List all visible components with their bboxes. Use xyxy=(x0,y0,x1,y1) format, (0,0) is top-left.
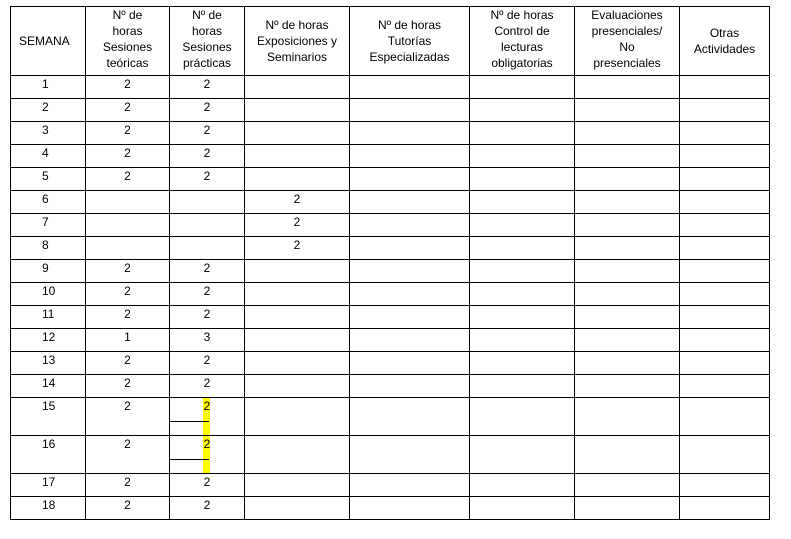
cell-tutorias xyxy=(350,145,470,168)
cell-split-line xyxy=(170,421,209,422)
cell-tutorias xyxy=(350,237,470,260)
header-line: horas xyxy=(112,24,143,38)
cell-practicas: 2 xyxy=(170,497,245,520)
cell-teoricas: 2 xyxy=(86,122,170,145)
header-line: lecturas xyxy=(500,40,544,54)
cell-control-lecturas xyxy=(470,145,575,168)
cell-semana: 17 xyxy=(11,474,86,497)
header-row xyxy=(11,7,770,76)
cell-evaluaciones xyxy=(575,260,680,283)
cell-control-lecturas xyxy=(470,237,575,260)
cell-otras xyxy=(680,398,770,436)
cell-otras xyxy=(680,145,770,168)
cell-evaluaciones xyxy=(575,497,680,520)
cell-evaluaciones xyxy=(575,375,680,398)
cell-semana: 10 xyxy=(11,283,86,306)
cell-semana: 13 xyxy=(11,352,86,375)
header-line: obligatorias xyxy=(491,56,553,70)
cell-exposiciones xyxy=(245,283,350,306)
cell-tutorias xyxy=(350,474,470,497)
cell-evaluaciones xyxy=(575,191,680,214)
header-sesiones-teoricas xyxy=(86,7,170,76)
cell-practicas: 2 xyxy=(170,375,245,398)
cell-tutorias xyxy=(350,191,470,214)
cell-tutorias xyxy=(350,168,470,191)
cell-evaluaciones xyxy=(575,283,680,306)
table-row xyxy=(11,375,770,398)
cell-exposiciones xyxy=(245,145,350,168)
cell-practicas xyxy=(170,191,245,214)
cell-teoricas: 2 xyxy=(86,99,170,122)
cell-control-lecturas xyxy=(470,260,575,283)
cell-otras xyxy=(680,260,770,283)
cell-semana: 3 xyxy=(11,122,86,145)
cell-tutorias xyxy=(350,352,470,375)
cell-practicas: 2 xyxy=(170,122,245,145)
cell-practicas: 2 xyxy=(170,260,245,283)
header-tutorias-especializadas xyxy=(350,7,470,76)
cell-semana: 6 xyxy=(11,191,86,214)
cell-otras xyxy=(680,122,770,145)
header-line: presenciales xyxy=(593,56,661,70)
cell-otras xyxy=(680,99,770,122)
cell-practicas: 2 xyxy=(170,99,245,122)
header-line: Evaluaciones xyxy=(591,8,663,22)
cell-practicas: 2 xyxy=(170,306,245,329)
header-control-lecturas xyxy=(470,7,575,76)
header-line: presenciales/ xyxy=(591,24,663,38)
cell-practicas: 2 xyxy=(170,352,245,375)
cell-exposiciones xyxy=(245,99,350,122)
cell-tutorias xyxy=(350,214,470,237)
header-line: Exposiciones y xyxy=(256,34,338,48)
cell-evaluaciones xyxy=(575,122,680,145)
header-line: Nº de horas xyxy=(377,18,442,32)
table-row xyxy=(11,436,770,474)
header-line: No xyxy=(619,40,635,54)
header-line: SEMANA xyxy=(19,34,70,48)
cell-practicas: 2 xyxy=(170,168,245,191)
cell-exposiciones xyxy=(245,168,350,191)
header-line: horas xyxy=(191,24,223,38)
cell-teoricas xyxy=(86,237,170,260)
header-line: Especializadas xyxy=(369,50,450,64)
cell-exposiciones xyxy=(245,352,350,375)
cell-otras xyxy=(680,352,770,375)
cell-tutorias xyxy=(350,260,470,283)
cell-semana: 9 xyxy=(11,260,86,283)
cell-control-lecturas xyxy=(470,76,575,99)
cell-teoricas: 2 xyxy=(86,168,170,191)
cell-practicas: 2 xyxy=(170,283,245,306)
cell-evaluaciones xyxy=(575,168,680,191)
cell-practicas: 2 xyxy=(170,474,245,497)
cell-exposiciones xyxy=(245,436,350,474)
header-line: Tutorías xyxy=(387,34,432,48)
cell-semana: 11 xyxy=(11,306,86,329)
cell-otras xyxy=(680,306,770,329)
cell-teoricas xyxy=(86,214,170,237)
cell-otras xyxy=(680,474,770,497)
cell-otras xyxy=(680,497,770,520)
cell-control-lecturas xyxy=(470,191,575,214)
cell-control-lecturas xyxy=(470,214,575,237)
cell-exposiciones xyxy=(245,474,350,497)
header-line: Nº de xyxy=(192,8,222,22)
cell-exposiciones xyxy=(245,375,350,398)
cell-control-lecturas xyxy=(470,398,575,436)
cell-semana: 12 xyxy=(11,329,86,352)
cell-tutorias xyxy=(350,122,470,145)
header-otras-actividades xyxy=(680,7,770,76)
cell-practicas: 2 xyxy=(170,145,245,168)
cell-teoricas: 2 xyxy=(86,474,170,497)
table-row xyxy=(11,76,770,99)
cell-practicas xyxy=(170,237,245,260)
cell-exposiciones xyxy=(245,398,350,436)
cell-otras xyxy=(680,329,770,352)
cell-control-lecturas xyxy=(470,99,575,122)
cell-teoricas: 2 xyxy=(86,352,170,375)
cell-teoricas: 2 xyxy=(86,306,170,329)
cell-control-lecturas xyxy=(470,122,575,145)
table-row xyxy=(11,191,770,214)
cell-otras xyxy=(680,168,770,191)
cell-otras xyxy=(680,375,770,398)
table-row xyxy=(11,306,770,329)
cell-semana: 18 xyxy=(11,497,86,520)
table-row xyxy=(11,283,770,306)
cell-semana: 2 xyxy=(11,99,86,122)
cell-evaluaciones xyxy=(575,436,680,474)
cell-tutorias xyxy=(350,436,470,474)
cell-control-lecturas xyxy=(470,329,575,352)
cell-exposiciones xyxy=(245,329,350,352)
cell-teoricas: 2 xyxy=(86,375,170,398)
header-line: Nº de horas xyxy=(265,18,329,32)
cell-control-lecturas xyxy=(470,497,575,520)
cell-semana: 4 xyxy=(11,145,86,168)
table-body xyxy=(11,76,770,520)
cell-practicas xyxy=(170,436,245,474)
weekly-hours-table xyxy=(10,6,770,520)
cell-evaluaciones xyxy=(575,145,680,168)
cell-evaluaciones xyxy=(575,329,680,352)
cell-teoricas: 2 xyxy=(86,260,170,283)
header-evaluaciones xyxy=(575,7,680,76)
cell-exposiciones: 2 xyxy=(245,214,350,237)
cell-evaluaciones xyxy=(575,237,680,260)
cell-control-lecturas xyxy=(470,283,575,306)
cell-control-lecturas xyxy=(470,474,575,497)
cell-teoricas: 2 xyxy=(86,145,170,168)
cell-control-lecturas xyxy=(470,306,575,329)
cell-teoricas: 2 xyxy=(86,436,170,474)
cell-semana: 16 xyxy=(11,436,86,474)
cell-otras xyxy=(680,283,770,306)
cell-control-lecturas xyxy=(470,375,575,398)
header-line: Control de xyxy=(494,24,550,38)
cell-value: 2 xyxy=(203,399,211,413)
cell-practicas xyxy=(170,398,245,436)
header-line: Actividades xyxy=(693,42,756,56)
cell-evaluaciones xyxy=(575,306,680,329)
cell-exposiciones: 2 xyxy=(245,237,350,260)
cell-exposiciones xyxy=(245,306,350,329)
cell-teoricas: 2 xyxy=(86,283,170,306)
table-row xyxy=(11,237,770,260)
cell-evaluaciones xyxy=(575,352,680,375)
table-row xyxy=(11,214,770,237)
table-row xyxy=(11,497,770,520)
cell-otras xyxy=(680,214,770,237)
header-sesiones-practicas xyxy=(170,7,245,76)
cell-control-lecturas xyxy=(470,436,575,474)
header-exposiciones-seminarios xyxy=(245,7,350,76)
cell-control-lecturas xyxy=(470,352,575,375)
cell-exposiciones xyxy=(245,122,350,145)
cell-evaluaciones xyxy=(575,398,680,436)
table-row xyxy=(11,260,770,283)
cell-tutorias xyxy=(350,306,470,329)
cell-evaluaciones xyxy=(575,474,680,497)
header-line: Sesiones xyxy=(182,40,232,54)
cell-semana: 5 xyxy=(11,168,86,191)
cell-teoricas: 1 xyxy=(86,329,170,352)
cell-otras xyxy=(680,191,770,214)
cell-teoricas: 2 xyxy=(86,76,170,99)
cell-exposiciones: 2 xyxy=(245,191,350,214)
table-row xyxy=(11,168,770,191)
cell-otras xyxy=(680,237,770,260)
cell-tutorias xyxy=(350,398,470,436)
header-line: Sesiones xyxy=(102,40,153,54)
cell-control-lecturas xyxy=(470,168,575,191)
cell-evaluaciones xyxy=(575,76,680,99)
cell-tutorias xyxy=(350,76,470,99)
cell-otras xyxy=(680,76,770,99)
cell-exposiciones xyxy=(245,76,350,99)
cell-tutorias xyxy=(350,99,470,122)
cell-exposiciones xyxy=(245,260,350,283)
cell-tutorias xyxy=(350,497,470,520)
table-row xyxy=(11,352,770,375)
cell-practicas xyxy=(170,214,245,237)
cell-semana: 1 xyxy=(11,76,86,99)
cell-otras xyxy=(680,436,770,474)
cell-evaluaciones xyxy=(575,99,680,122)
cell-semana: 8 xyxy=(11,237,86,260)
cell-practicas: 2 xyxy=(170,76,245,99)
cell-semana: 14 xyxy=(11,375,86,398)
header-line: prácticas xyxy=(182,56,232,70)
table-row xyxy=(11,398,770,436)
header-line: teóricas xyxy=(106,56,149,70)
cell-teoricas xyxy=(86,191,170,214)
cell-teoricas: 2 xyxy=(86,398,170,436)
cell-exposiciones xyxy=(245,497,350,520)
cell-practicas: 3 xyxy=(170,329,245,352)
cell-value: 2 xyxy=(203,437,211,451)
cell-tutorias xyxy=(350,375,470,398)
header-line: Seminarios xyxy=(266,50,328,64)
cell-tutorias xyxy=(350,283,470,306)
table-row xyxy=(11,99,770,122)
header-line: Nº de horas xyxy=(490,8,554,22)
table-row xyxy=(11,145,770,168)
cell-semana: 7 xyxy=(11,214,86,237)
header-line: Nº de xyxy=(112,8,143,22)
table-row xyxy=(11,329,770,352)
cell-semana: 15 xyxy=(11,398,86,436)
cell-split-line xyxy=(170,459,209,460)
table-row xyxy=(11,122,770,145)
cell-evaluaciones xyxy=(575,214,680,237)
header-line: Otras xyxy=(709,26,740,40)
cell-tutorias xyxy=(350,329,470,352)
table-row xyxy=(11,474,770,497)
header-semana xyxy=(11,7,86,76)
cell-teoricas: 2 xyxy=(86,497,170,520)
